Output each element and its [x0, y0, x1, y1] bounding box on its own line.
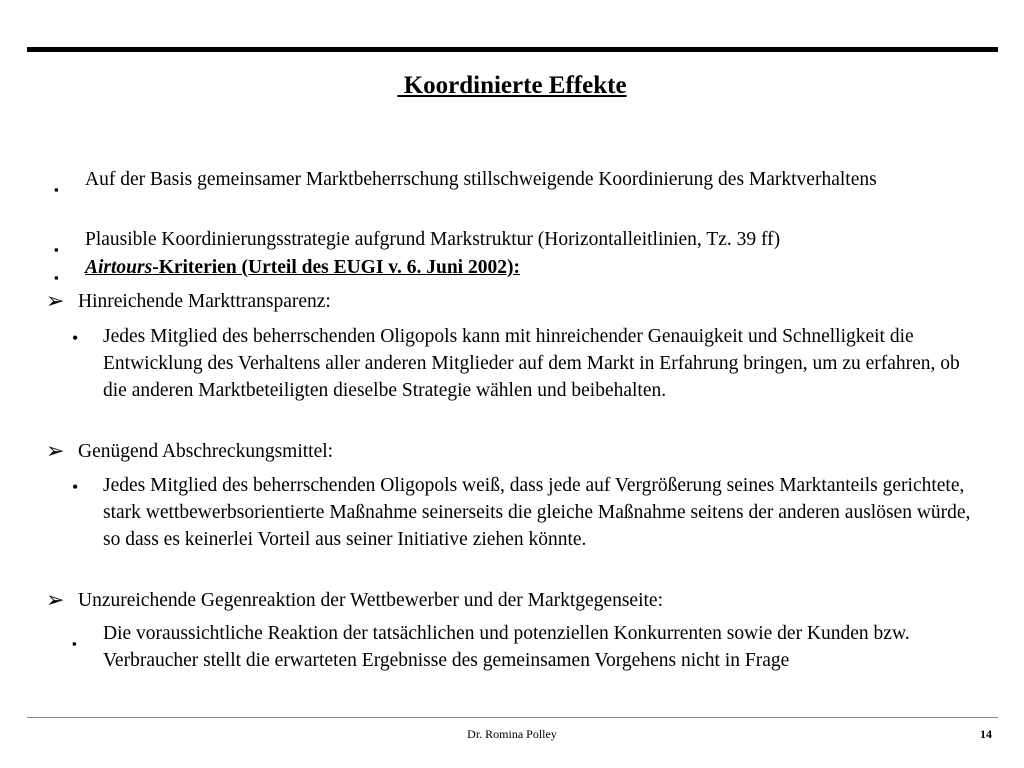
airtours-label: Airtours — [85, 257, 153, 278]
bullet-text: Auf der Basis gemeinsamer Marktbeherrschung stillschweigende Koordinierung des Marktverhaltens — [85, 169, 877, 190]
criterion-heading: Genügend Abschreckungsmittel: — [78, 441, 334, 462]
bottom-rule — [27, 717, 998, 718]
dot-bullet-icon: • — [72, 328, 79, 348]
arrow-bullet-icon: ➢ — [46, 587, 65, 612]
airtours-criteria-heading — [85, 254, 520, 281]
criterion-detail: Jedes Mitglied des beherrschenden Oligopols weiß, dass jede auf Vergrößerung seines Marktanteils gerichtete, stark wettbewerbsorientierte Maßnahme seinerseits die gleiche Maßnahme seitens der anderen auslösen würde, so dass es keinerlei Vorteil aus seiner Initiative ziehen könnte. — [103, 475, 971, 550]
top-rule — [27, 47, 998, 52]
dot-bullet-icon: • — [72, 477, 79, 497]
footer-author: Dr. Romina Polley — [467, 727, 557, 741]
criterion-heading: Unzureichende Gegenreaktion der Wettbewerber und der Marktgegenseite: — [78, 590, 663, 611]
square-bullet-icon: ▪ — [54, 270, 59, 285]
page-number: 14 — [980, 727, 992, 741]
criterion-detail: Jedes Mitglied des beherrschenden Oligopols kann mit hinreichender Genauigkeit und Schnelligkeit die Entwicklung des Verhaltens aller anderen Mitglieder auf dem Markt in Erfahrung bringen, um zu erfahren, ob die anderen Marktbeteiligten dieselbe Strategie wählen und beibehalten. — [103, 326, 960, 401]
square-bullet-icon: ▪ — [54, 182, 59, 197]
criterion-heading: Hinreichende Markttransparenz: — [78, 291, 331, 312]
criterion-detail: Die voraussichtliche Reaktion der tatsächlichen und potenziellen Konkurrenten sowie der Kunden bzw. Verbraucher stellt die erwarteten Ergebnisse des gemeinsamen Vorgehens nicht in Frage — [103, 623, 910, 671]
slide-title: Koordinierte Effekte — [397, 72, 627, 99]
square-bullet-icon: ▪ — [54, 242, 59, 257]
arrow-bullet-icon: ➢ — [46, 438, 65, 463]
arrow-bullet-icon: ➢ — [46, 288, 65, 313]
square-bullet-icon: ▪ — [72, 636, 77, 651]
criteria-rest-label: -Kriterien (Urteil des EUGI v. 6. Juni 2002): — [152, 257, 520, 278]
bullet-text: Plausible Koordinierungsstrategie aufgrund Markstruktur (Horizontalleitlinien, Tz. 39 ff) — [85, 229, 781, 250]
